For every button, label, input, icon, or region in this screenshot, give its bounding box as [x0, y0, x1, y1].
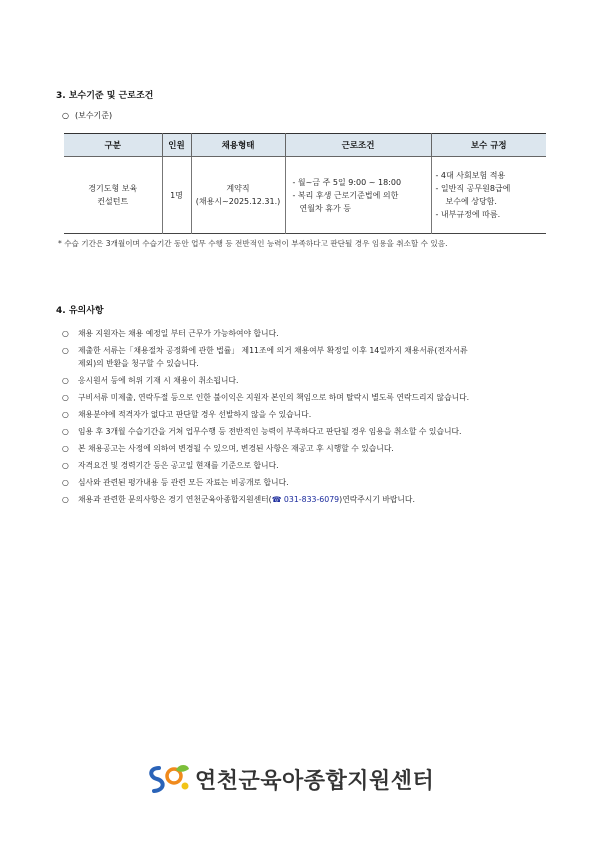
circle-bullet: ○ [62, 111, 69, 120]
pay-table [64, 133, 546, 234]
list-item: ○ 제출한 서류는「채용절차 공정화에 관한 법률」 제11조에 의거 채용여부 확정일 이후 14일까지 채용서류(전자서류 제외)의 반환을 청구할 수 있습니다. [62, 346, 468, 368]
table-header-row [64, 134, 546, 157]
header-count: 인원 [162, 134, 191, 157]
cell-type: 계약직 (채용시~2025.12.31.) [191, 157, 285, 234]
header-conditions: 근로조건 [285, 134, 431, 157]
cell-category: 경기도형 보육 컨설턴트 [64, 157, 162, 234]
list-item: ○ 심사와 관련된 평가내용 등 관련 모든 자료는 비공개로 합니다. [62, 478, 289, 487]
section3-subtitle-text: (보수기준) [74, 111, 113, 120]
list-item: ○ 자격요건 및 경력기간 등은 공고일 현재를 기준으로 합니다. [62, 461, 279, 470]
header-category: 구분 [64, 134, 162, 157]
list-item: ○ 채용 지원자는 채용 예정일 부터 근무가 가능하여야 합니다. [62, 329, 279, 338]
table-row [64, 157, 546, 234]
phone-number[interactable]: ☎ 031-833-6079 [271, 495, 340, 504]
list-item: ○ 본 채용공고는 사정에 의하여 변경될 수 있으며, 변경된 사항은 재공고 후 시행할 수 있습니다. [62, 444, 394, 453]
probation-footnote: * 수습 기간은 3개월이며 수습기간 동안 업무 수행 등 전반적인 능력이 부족하다고 판단될 경우 임용을 취소할 수 있음. [58, 239, 448, 248]
center-logo [145, 762, 434, 796]
cell-count: 1명 [162, 157, 191, 234]
notice-list [62, 325, 562, 508]
list-item: ○ 채용분야에 적격자가 없다고 판단할 경우 선발하지 않을 수 있습니다. [62, 410, 312, 419]
center-logo-icon [145, 762, 191, 796]
list-item: ○ 응시원서 등에 허위 기재 시 채용이 취소됩니다. [62, 376, 239, 385]
section4-title: 4. 유의사항 [56, 306, 104, 316]
center-logo-text: 연천군육아종합지원센터 [195, 768, 435, 794]
section3-subtitle [62, 110, 112, 121]
list-item: ○ 임용 후 3개월 수습기간을 거쳐 업무수행 등 전반적인 능력이 부족하다고 판단될 경우 임용을 취소할 수 있습니다. [62, 427, 462, 436]
contact-item: ○ 채용과 관련한 문의사항은 경기 연천군육아종합지원센터(☎ 031-833-6079)연락주시기 바랍니다. [62, 495, 415, 504]
header-type: 채용형태 [191, 134, 285, 157]
cell-conditions: - 월~금 주 5일 9:00 ~ 18:00 - 복리 후생 근로기준법에 의한 연월차 휴가 등 [285, 157, 431, 234]
header-pay: 보수 규정 [431, 134, 546, 157]
list-item: ○ 구비서류 미제출, 연락두절 등으로 인한 불이익은 지원자 본인의 책임으로 하며 탈락시 별도록 연락드리지 않습니다. [62, 393, 470, 402]
cell-pay: - 4대 사회보험 적용 - 일반직 공무원8급에 보수에 상당함. - 내부규정에 따름. [431, 157, 546, 234]
section3-title: 3. 보수기준 및 근로조건 [56, 91, 154, 101]
